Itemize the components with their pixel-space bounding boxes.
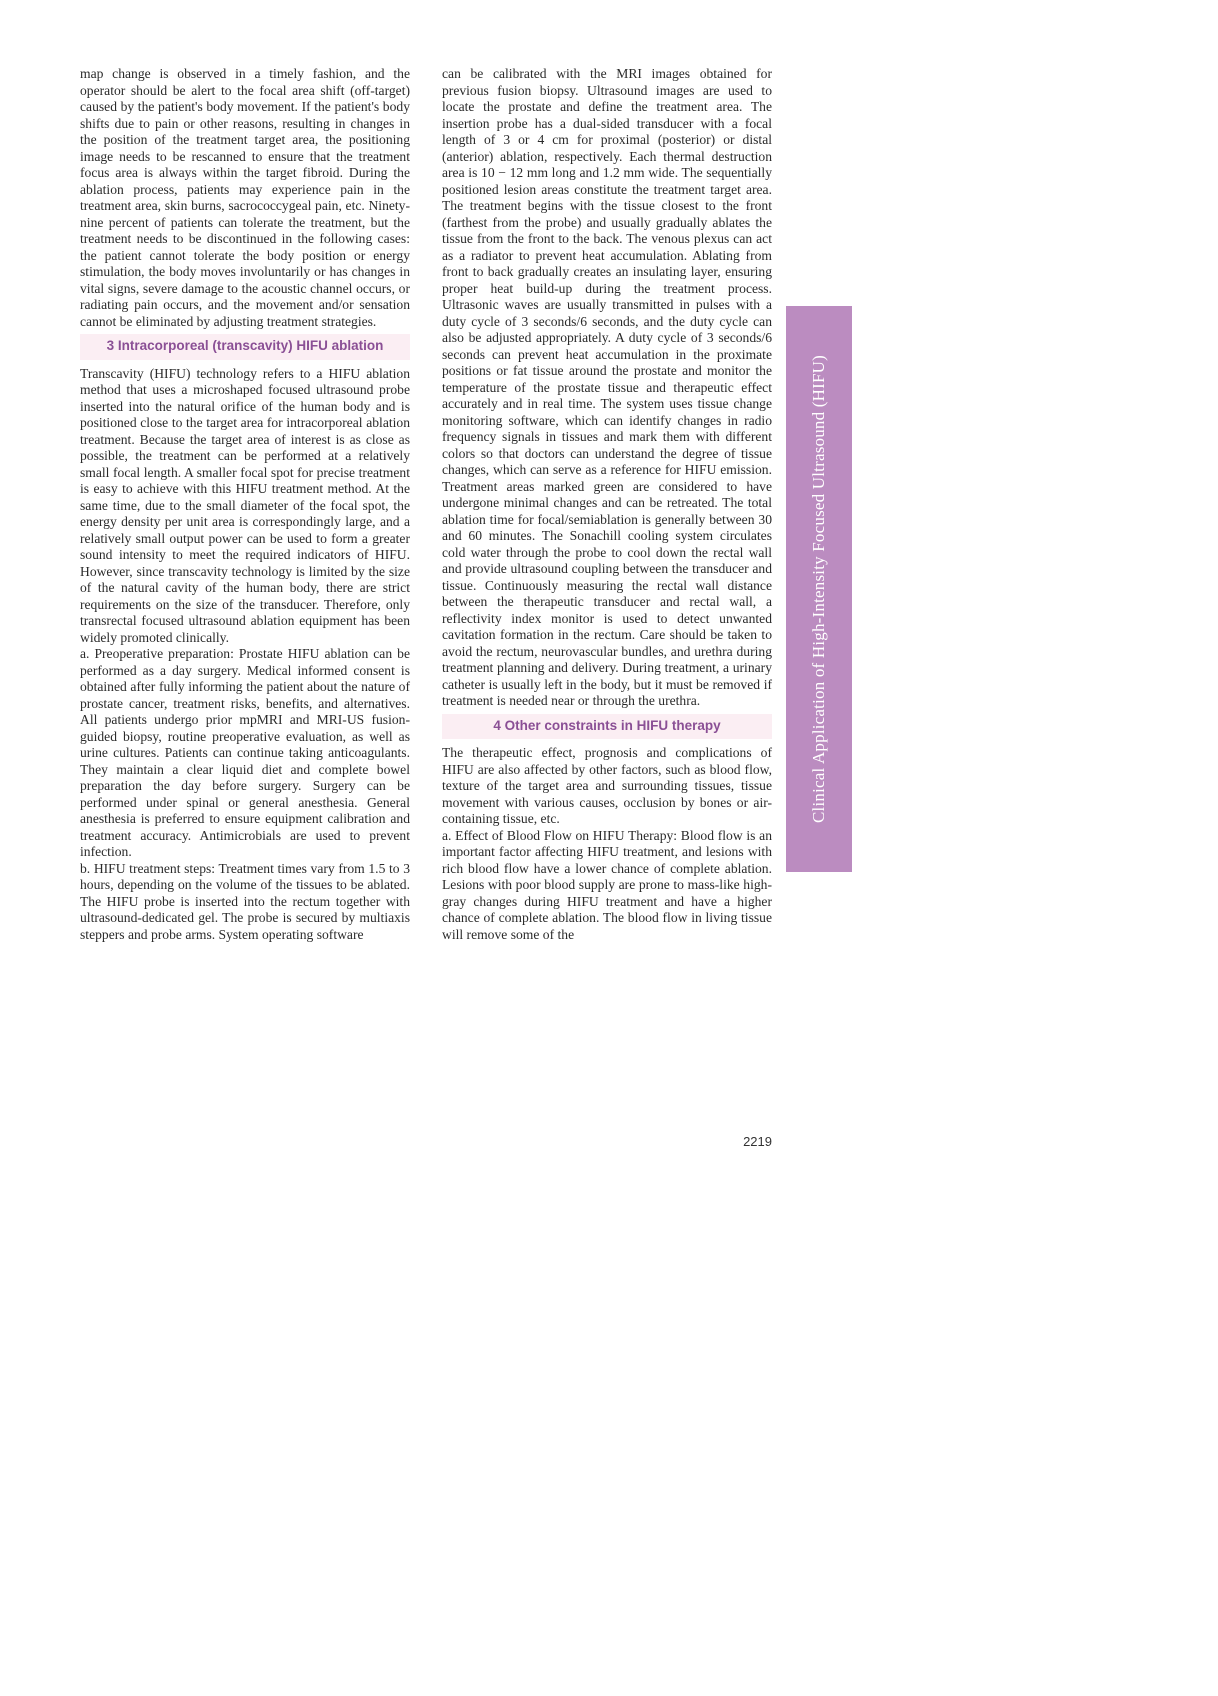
paragraph: The therapeutic effect, prognosis and complications of HIFU are also affected by other factors, such as blood flow, texture of the target area and surrounding tissues, tissue movement with various causes, occlusion by bones or air-containing tissue, etc. <box>442 745 772 826</box>
chapter-side-tab <box>786 306 852 872</box>
paragraph: a. Effect of Blood Flow on HIFU Therapy: Blood flow is an important factor affecting HIFU treatment, and lesions with rich blood flow have a lower chance of complete ablation. Lesions with poor blood supply are prone to mass-like high-gray changes during HIFU treatment and have a higher chance of complete ablation. The blood flow in living tissue will remove some of the <box>442 827 772 942</box>
section-heading-4: 4 Other constraints in HIFU therapy <box>442 714 772 740</box>
chapter-title: Clinical Application of High-Intensity Focused Ultrasound (HIFU) <box>809 355 828 823</box>
paragraph: Transcavity (HIFU) technology refers to a HIFU ablation method that uses a microshaped focused ultrasound probe inserted into the natural orifice of the human body and is positioned close to the target area for intracorporeal ablation treatment. Because the target area of interest is as close as possible, the treatment can be performed at a relatively small focal length. A smaller focal spot for precise treatment is easy to achieve with this HIFU treatment method. At the same time, due to the small diameter of the focal spot, the energy density per unit area is correspondingly large, and a relatively small output power can be used to form a greater sound intensity to meet the required indicators of HIFU. However, since transcavity technology is limited by the size of the natural cavity of the human body, there are strict requirements on the size of the transducer. Therefore, only transrectal focused ultrasound ablation equipment has been widely promoted clinically. <box>80 365 410 645</box>
paragraph: map change is observed in a timely fashion, and the operator should be alert to the focal area shift (off-target) caused by the patient's body movement. If the patient's body shifts due to pain or other reasons, resulting in changes in the position of the treatment target area, the positioning image needs to be rescanned to ensure that the treatment focus area is always within the target fibroid. During the ablation process, patients may experience pain in the treatment area, skin burns, sacrococcygeal pain, etc. Ninety-nine percent of patients can tolerate the treatment, but the treatment needs to be discontinued in the following cases: the patient cannot tolerate the body position or energy stimulation, the body moves involuntarily or has changes in vital signs, severe damage to the acoustic channel occurs, or radiating pain occurs, and the movement and/or sensation cannot be eliminated by adjusting treatment strategies. <box>80 66 410 329</box>
paragraph: b. HIFU treatment steps: Treatment times vary from 1.5 to 3 hours, depending on the volume of the tissues to be ablated. The HIFU probe is inserted into the rectum together with ultrasound-dedicated gel. The probe is secured by multiaxis steppers and probe arms. System operating software <box>80 860 410 942</box>
page-number: 2219 <box>743 1134 772 1149</box>
section-heading-3: 3 Intracorporeal (transcavity) HIFU ablation <box>80 334 410 360</box>
left-column <box>80 66 410 943</box>
paragraph: can be calibrated with the MRI images obtained for previous fusion biopsy. Ultrasound images are used to locate the prostate and define the treatment area. The insertion probe has a dual-sided transducer with a focal length of 3 or 4 cm for proximal (posterior) or distal (anterior) ablation, respectively. Each thermal destruction area is 10 − 12 mm long and 1.2 mm wide. The sequentially positioned lesion areas constitute the treatment target area. The treatment begins with the tissue closest to the front (farthest from the probe) and usually gradually ablates the tissue from the front to the back. The venous plexus can act as a radiator to prevent heat accumulation. Ablating from front to back gradually creates an insulating layer, ensuring proper heat build-up during the treatment process. Ultrasonic waves are usually transmitted in pulses with a duty cycle of 3 seconds/6 seconds, and the duty cycle can also be adjusted appropriately. A duty cycle of 3 seconds/6 seconds can prevent heat accumulation in the proximate positions or fat tissue around the prostate and monitor the temperature of the prostate tissue and therapeutic effect accurately and in real time. The system uses tissue change monitoring software, which can identify changes in radio frequency signals in tissues and mark them with different colors so that doctors can understand the degree of tissue changes, which can serve as a reference for HIFU emission. Treatment areas marked green are considered to have undergone minimal changes and can be retreated. The total ablation time for focal/semiablation is generally between 30 and 60 minutes. The Sonachill cooling system circulates cold water through the probe to cool down the rectal wall and provide ultrasound coupling between the transducer and tissue. Continuously measuring the rectal wall distance between the therapeutic transducer and rectal wall, a reflectivity index monitor is used to detect unwanted cavitation formation in the rectum. Care should be taken to avoid the rectum, neurovascular bundles, and urethra during treatment planning and delivery. During treatment, a urinary catheter is usually left in the body, but it must be removed if treatment is needed near or through the urethra. <box>442 66 772 708</box>
right-column <box>442 66 772 943</box>
paragraph: a. Preoperative preparation: Prostate HIFU ablation can be performed as a day surgery. Medical informed consent is obtained after fully informing the patient about the nature of prostate cancer, treatment risks, benefits, and alternatives. All patients undergo prior mpMRI and MRI-US fusion-guided biopsy, routine preoperative evaluation, as well as urine cultures. Patients can continue taking anticoagulants. They maintain a clear liquid diet and complete bowel preparation the day before surgery. Surgery can be performed under spinal or general anesthesia. General anesthesia is preferred to ensure equipment calibration and treatment accuracy. Antimicrobials are used to prevent infection. <box>80 646 410 859</box>
